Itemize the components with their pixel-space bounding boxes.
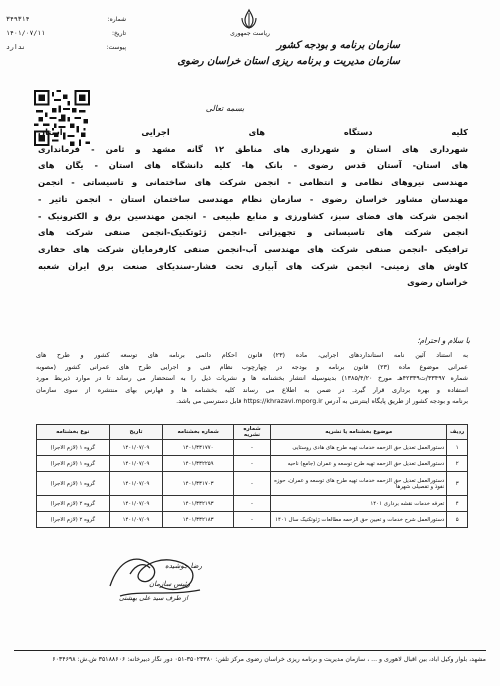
cell-publication-no: - — [233, 512, 270, 528]
recipient-line: کلیه دستگاه های اجرایی استان — [38, 127, 468, 137]
cell-publication-no: - — [233, 440, 270, 456]
cell-publication-no: - — [233, 472, 270, 496]
recipient-line: خراسان رضوی — [407, 277, 468, 288]
org-title-provincial: سازمان مدیریت و برنامه ریزی استان خراسان رضوی — [177, 56, 400, 67]
meta-date — [6, 26, 126, 40]
cell-date: ۱۴۰۱/۰۷/۰۹ — [109, 496, 163, 512]
cell-type: گروه ۲ (لازم الاجرا) — [37, 496, 110, 512]
recipient-line: مهندسی نیروهای نظامی و انتظامی - انجمن شرکت های ساختمانی و تاسیساتی - انجمن — [38, 177, 468, 188]
letter-meta — [6, 12, 126, 54]
col-header-type: نوع بخشنامه — [37, 425, 110, 440]
letter-body — [36, 350, 468, 408]
cell-subject: دستورالعمل تعدیل حق الزحمه تهیه طرح توسعه و عمران (جامع) ناحیه — [271, 456, 447, 472]
recipients-block — [38, 124, 468, 291]
cell-circular-no: ۱۴۰۱/۳۳۱۷۷۰ — [163, 440, 233, 456]
on-behalf-of: از طرف سید علی بهشتی — [119, 594, 188, 602]
table-row — [37, 456, 468, 472]
iran-emblem-icon — [238, 8, 260, 30]
cell-index: ۵ — [447, 512, 468, 528]
recipient-line: انجمن شرکت های فضای سبز، کشاورزی و منابع طبیعی - انجمن مهندسین برق و الکترونیک - — [38, 210, 468, 221]
org-title-national: سازمان برنامه و بودجه کشور — [276, 40, 400, 51]
cell-index: ۱ — [447, 440, 468, 456]
cell-index: ۳ — [447, 472, 468, 496]
recipient-line: شهرداری های استان و شهرداری های مناطق ۱۲ گانه مشهد و ثامن - فرمانداری — [38, 143, 468, 154]
number-label: شماره: — [107, 15, 126, 23]
body-line: برنامه و بودجه کشور از طریق پایگاه اینترنتی به آدرس https://khrazavi.mporg.ir قابل دسترسی می باشد. — [176, 397, 468, 405]
greeting: با سلام و احترام؛ — [417, 336, 470, 345]
body-line: عمرانی موضوع ماده (۲۳) قانون برنامه و بودجه در چهارچوب نظام فنی و اجرایی طرح های عمرانی کشور (مصوبه — [36, 362, 468, 371]
recipient-line: مهندسان مشاور خراسان رضوی - سازمان نظام مهندسی ساختمان استان - انجمن تاثیر - — [38, 193, 468, 204]
body-line: استفاده و بهره برداری قرار گیرد. در ضمن به اطلاع می رساند کلیه بخشنامه ها و فهارس بهای منتشره از سوی سازمان — [36, 385, 468, 394]
recipient-line: ترافیکی -انجمن صنفی شرکت های مهندسی آب-انجمن صنفی کارفرمایان شرکت های حفاری — [38, 243, 468, 254]
col-header-subject: موضوع بخشنامه یا نشریه — [271, 425, 447, 440]
cell-subject: دستورالعمل شرح خدمات و تعیین حق الزحمه مطالعات ژئوتکنیک سال ۱۴۰۱ — [271, 512, 447, 528]
col-header-circular-no: شماره بخشنامه — [163, 425, 233, 440]
presidency-title: ریاست جمهوری — [230, 30, 270, 37]
body-line: شماره ۳۳۴۹۷/ت۴۲۳۳۹هـ مورخ ۱۳۸۵/۴/۲۰) بدینوسیله انتشار بخشنامه ها و نشریات ذیل را به استحضار می رساند تا در موارد ذیربط مورد — [36, 374, 468, 382]
cell-date: ۱۴۰۱/۰۷/۰۹ — [109, 512, 163, 528]
cell-type: گروه ۱ (لازم الاجرا) — [37, 456, 110, 472]
cell-circular-no: ۱۴۰۱/۳۳۲۲۵۹ — [163, 456, 233, 472]
cell-date: ۱۴۰۱/۰۷/۰۹ — [109, 440, 163, 456]
cell-circular-no: ۱۴۰۱/۳۳۲۱۹۳ — [163, 496, 233, 512]
recipient-line: های استان- آستان قدس رضوی - بانک ها- کلیه دانشگاه های استان - یگان های — [38, 160, 468, 171]
cell-date: ۱۴۰۱/۰۷/۰۹ — [109, 472, 163, 496]
table-row — [37, 512, 468, 528]
cell-subject: تعرفه خدمات نقشه برداری ۱۴۰۱ — [271, 496, 447, 512]
signatory-name: رضا جوشیده — [165, 562, 202, 570]
basmala: بسمه تعالی — [205, 104, 245, 113]
recipient-line: انجمن شرکت های تاسیساتی و تجهیزاتی -انجمن ژئوتکنیک-انجمن صنفی شرکت های — [38, 227, 468, 238]
cell-publication-no: - — [233, 456, 270, 472]
number-value: ۳۴۹۳۱۴ — [6, 15, 30, 23]
cell-index: ۴ — [447, 496, 468, 512]
attachment-value: ندارد — [6, 43, 26, 51]
footer-divider — [14, 650, 486, 651]
table-row — [37, 440, 468, 456]
meta-number — [6, 12, 126, 26]
attachment-label: پیوست: — [106, 43, 126, 51]
signatory-title: رئیس سازمان — [149, 580, 190, 588]
col-header-publication-no: شماره نشریه — [233, 425, 270, 440]
cell-publication-no: - — [233, 496, 270, 512]
cell-subject: دستورالعمل تعدیل حق الزحمه خدمات تهیه طرح های هادی روستایی — [271, 440, 447, 456]
cell-circular-no: ۱۴۰۱/۳۳۲۱۸۳ — [163, 512, 233, 528]
cell-date: ۱۴۰۱/۰۷/۰۹ — [109, 456, 163, 472]
col-header-index: ردیف — [447, 425, 468, 440]
cell-type: گروه ۱ (لازم الاجرا) — [37, 472, 110, 496]
table-row — [37, 496, 468, 512]
date-label: تاریخ: — [112, 29, 126, 37]
circulars-table — [36, 424, 468, 528]
cell-index: ۲ — [447, 456, 468, 472]
recipient-line: کاوش های زمینی- انجمن شرکت های آبیاری تحت فشار-سندیکای صنعت برق ایران شعبه — [38, 260, 468, 271]
cell-type: گروه ۲ (لازم الاجرا) — [37, 512, 110, 528]
cell-type: گروه ۱ (لازم الاجرا) — [37, 440, 110, 456]
date-value: ۱۴۰۱/۰۷/۱۱ — [6, 29, 46, 37]
table-header-row — [37, 425, 468, 440]
meta-attachment — [6, 40, 126, 54]
cell-subject: دستورالعمل تعدیل حق الزحمه خدمات تهیه طرح های توسعه و عمران، حوزه نفوذ و تفصیلی شهرها — [271, 472, 447, 496]
cell-circular-no: ۱۴۰۱/۳۳۱۷۰۳ — [163, 472, 233, 496]
footer-address: مشهد، بلوار وکیل آباد، بین اقبال لاهوری و ... ، سازمان مدیریت و برنامه ریزی خراسان رضوی مرکز تلفن: ۳۵۰۲۳۳۸۰-۰۵۱ دور نگار دبیرخانه: ۳۵۱۸۸۶۰۶ ش.ش: ۶۰۳۴۶۹۸ — [52, 656, 486, 663]
table-row — [37, 472, 468, 496]
body-line: به استناد آئین نامه استانداردهای اجرایی، ماده (۲۳) قانون احکام دائمی برنامه های توسعه کشور و طرح های — [36, 351, 468, 359]
col-header-date: تاریخ — [109, 425, 163, 440]
